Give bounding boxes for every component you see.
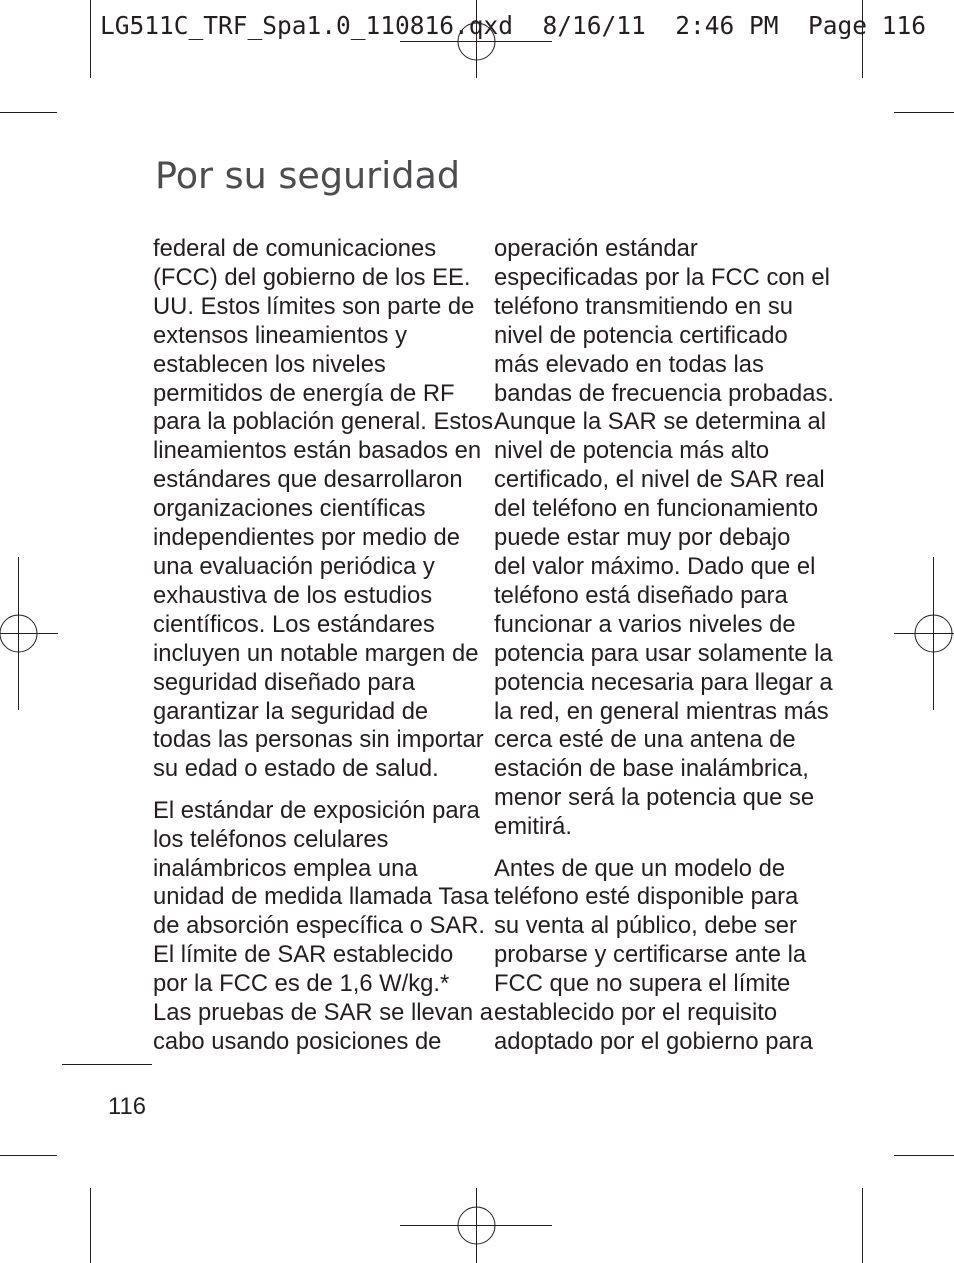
text-line: seguridad diseñado para xyxy=(153,668,415,696)
text-line: independientes por medio de xyxy=(153,524,460,552)
text-line: Las pruebas de SAR se llevan a xyxy=(153,999,493,1027)
paragraph-fcc-limits xyxy=(153,235,493,784)
left-column xyxy=(153,235,493,1069)
text-line: funcionar a varios niveles de xyxy=(494,610,796,638)
text-line: científicos. Los estándares xyxy=(153,610,435,638)
text-line: nivel de potencia más alto xyxy=(494,437,770,465)
text-line: cerca esté de una antena de xyxy=(494,726,796,754)
text-line: del valor máximo. Dado que el xyxy=(494,552,816,580)
text-line: organizaciones científicas xyxy=(153,495,426,523)
right-column xyxy=(494,235,835,1069)
text-line: potencia necesaria para llegar a xyxy=(494,668,833,696)
text-line: bandas de frecuencia probadas. xyxy=(494,379,835,407)
text-line: probarse y certificarse ante la xyxy=(494,941,807,969)
text-line: Antes de que un modelo de xyxy=(494,854,786,882)
text-line: inalámbricos emplea una xyxy=(153,854,418,882)
paragraph-certification xyxy=(494,855,829,1057)
text-line: unidad de medida llamada Tasa xyxy=(153,883,489,911)
text-line: todas las personas sin importar xyxy=(153,726,484,754)
text-line: teléfono transmitiendo en su xyxy=(494,292,793,320)
text-line: establecido por el requisito xyxy=(494,999,778,1027)
page-number: 116 xyxy=(108,1093,146,1120)
text-line: extensos lineamientos y xyxy=(153,321,407,349)
text-line: potencia para usar solamente la xyxy=(494,639,833,667)
text-line: exhaustiva de los estudios xyxy=(153,581,433,609)
text-line: (FCC) del gobierno de los EE. xyxy=(153,263,471,291)
paragraph-sar-standard xyxy=(153,796,493,1057)
text-line: teléfono está diseñado para xyxy=(494,581,788,609)
text-line: una evaluación periódica y xyxy=(153,552,435,580)
text-line: federal de comunicaciones xyxy=(153,235,437,262)
text-line: especificadas por la FCC con el xyxy=(494,263,830,291)
text-line: estación de base inalámbrica, xyxy=(494,755,809,783)
text-line: incluyen un notable margen de xyxy=(153,639,479,667)
text-line: adoptado por el gobierno para xyxy=(494,1027,813,1055)
text-line: cabo usando posiciones de xyxy=(153,1027,442,1055)
text-line: su venta al público, debe ser xyxy=(494,912,797,940)
text-line: de absorción específica o SAR. xyxy=(153,912,486,940)
text-line: la red, en general mientras más xyxy=(494,697,829,725)
print-slug: LG511C_TRF_Spa1.0_110816.qxd 8/16/11 2:46 PM Page 116 xyxy=(100,11,927,40)
text-line: del teléfono en funcionamiento xyxy=(494,495,819,523)
text-line: por la FCC es de 1,6 W/kg.* xyxy=(153,970,450,998)
text-line: estándares que desarrollaron xyxy=(153,466,463,494)
text-line: nivel de potencia certificado xyxy=(494,321,788,349)
text-line: lineamientos están basados en xyxy=(153,437,482,465)
text-line: FCC que no supera el límite xyxy=(494,970,791,998)
registration-mark-bottom xyxy=(400,1188,552,1263)
paragraph-sar-testing xyxy=(494,235,835,842)
text-line: El estándar de exposición para xyxy=(153,796,480,824)
text-line: permitidos de energía de RF xyxy=(153,379,455,407)
text-line: emitirá. xyxy=(494,813,573,841)
text-line: garantizar la seguridad de xyxy=(153,697,429,725)
text-line: operación estándar xyxy=(494,235,698,262)
text-line: más elevado en todas las xyxy=(494,350,764,378)
text-line: para la población general. Estos xyxy=(153,408,493,436)
text-line: establecen los niveles xyxy=(153,350,386,378)
text-line: menor será la potencia que se xyxy=(494,784,815,812)
text-line: El límite de SAR establecido xyxy=(153,941,454,969)
text-line: UU. Estos límites son parte de xyxy=(153,292,475,320)
registration-mark-left xyxy=(0,557,58,710)
text-line: puede estar muy por debajo xyxy=(494,524,791,552)
text-line: teléfono esté disponible para xyxy=(494,883,799,911)
registration-mark-right xyxy=(894,557,954,710)
text-line: certificado, el nivel de SAR real xyxy=(494,466,825,494)
text-line: Aunque la SAR se determina al xyxy=(494,408,827,436)
text-line: los teléfonos celulares xyxy=(153,825,389,853)
page-title: Por su seguridad xyxy=(155,154,461,197)
text-line: su edad o estado de salud. xyxy=(153,755,439,783)
